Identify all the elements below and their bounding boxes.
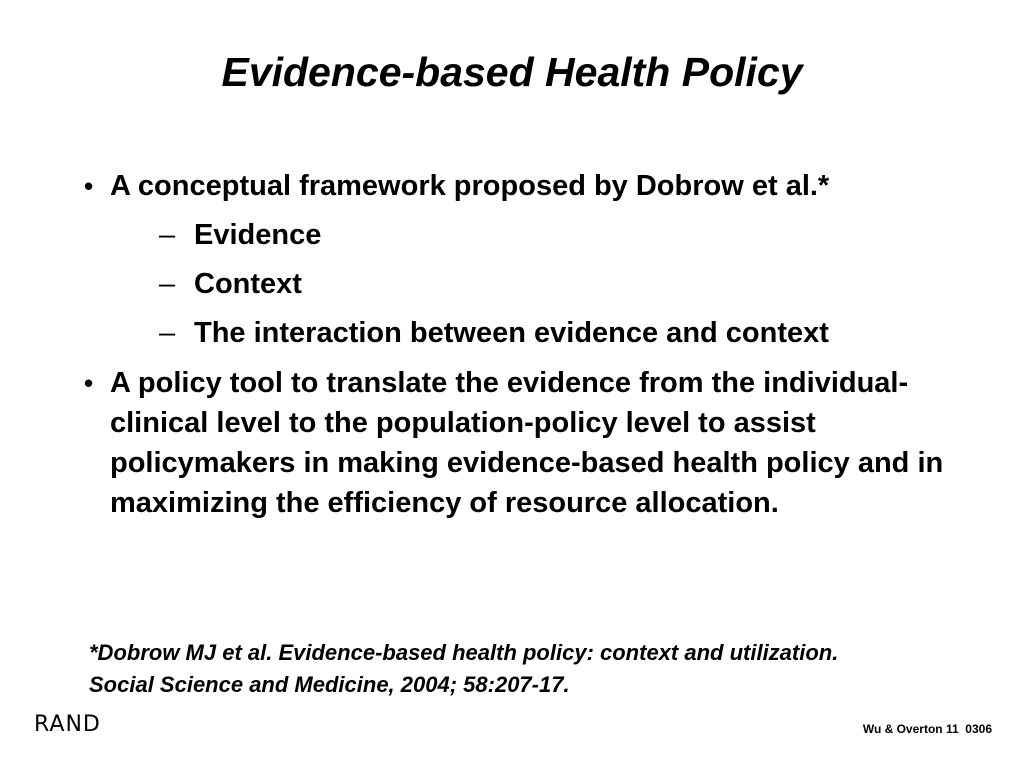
- dash-icon: –: [159, 317, 176, 349]
- sub-item-context: [110, 265, 984, 304]
- bullet-icon: •: [84, 368, 94, 398]
- bullet-text: A policy tool to translate the evidence from the individual-clinical level to the population-policy level to assist policymakers in making evidence-based health policy and in maximizing the efficiency of resource allocation.: [110, 367, 944, 519]
- sub-item-text: The interaction between evidence and context: [194, 317, 829, 349]
- bullet-icon: •: [84, 171, 94, 201]
- slide-title: Evidence-based Health Policy: [221, 49, 803, 95]
- dash-icon: –: [159, 219, 176, 251]
- dash-icon: –: [159, 268, 176, 300]
- sub-item-text: Context: [194, 268, 302, 300]
- sub-item-evidence: [110, 216, 984, 255]
- bullet-text: A conceptual framework proposed by Dobrow et al.*: [110, 170, 830, 202]
- sub-item-text: Evidence: [194, 219, 322, 251]
- bullet-list: [84, 166, 984, 523]
- footnote-citation: [89, 637, 989, 701]
- bullet-item-policy-tool: [84, 363, 984, 523]
- sub-bullet-list: [110, 216, 984, 353]
- footnote-line: *Dobrow MJ et al. Evidence-based health policy: context and utilization.: [89, 640, 839, 665]
- bullet-item-framework: [84, 166, 984, 353]
- footnote-line: Social Science and Medicine, 2004; 58:207-17.: [89, 672, 570, 697]
- rand-logo: RAND: [34, 712, 101, 737]
- page-reference: Wu & Overton 11 0306: [862, 722, 992, 736]
- sub-item-interaction: [110, 314, 984, 353]
